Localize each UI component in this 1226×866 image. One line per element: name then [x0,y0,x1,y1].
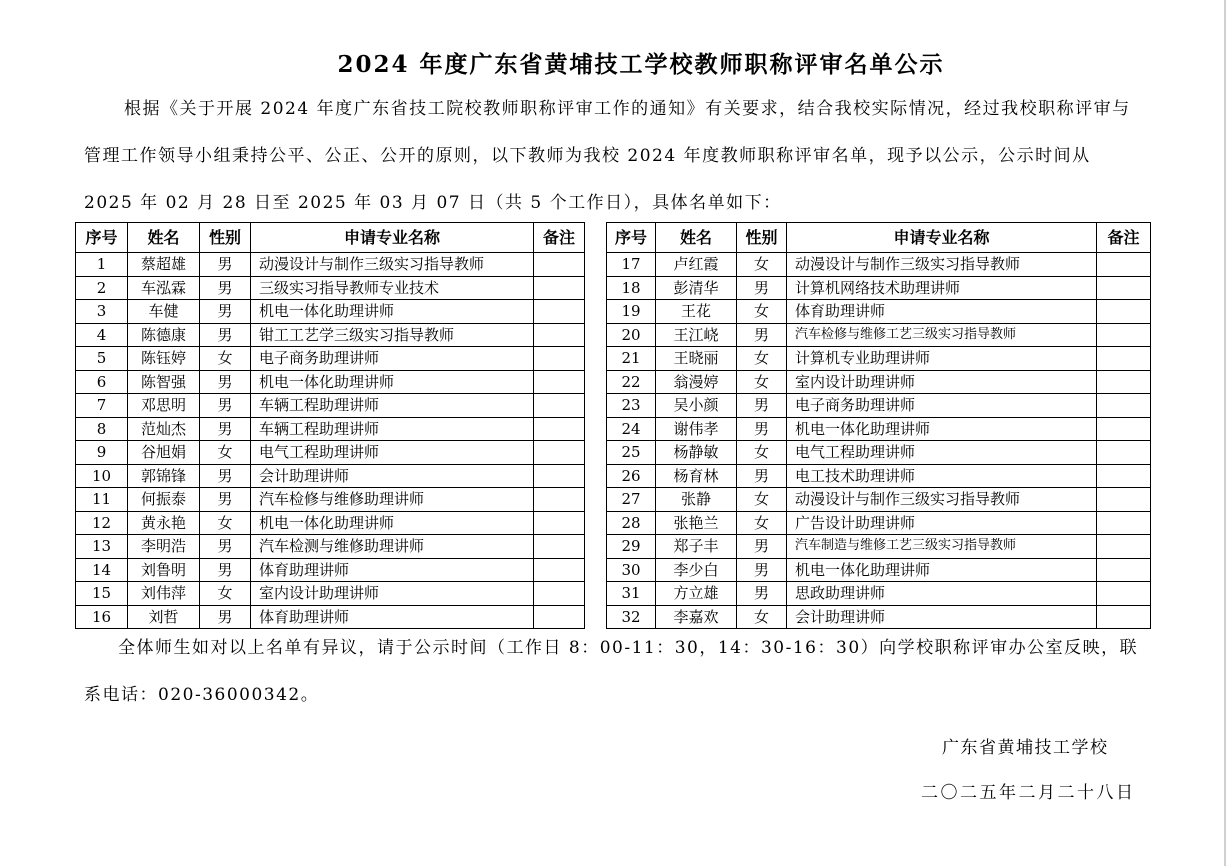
header-no: 序号 [76,223,128,253]
cell-name: 刘鲁明 [128,558,200,582]
table-row [607,511,1151,535]
cell-no: 9 [76,441,128,465]
cell-note [534,441,585,465]
cell-major: 电子商务助理讲师 [251,347,534,371]
cell-note [1097,253,1151,277]
cell-note [534,511,585,535]
table-row [607,558,1151,582]
cell-note [534,276,585,300]
cell-name: 邓思明 [128,394,200,418]
cell-no: 11 [76,488,128,512]
cell-major: 动漫设计与制作三级实习指导教师 [787,253,1097,277]
cell-major: 汽车检修与维修助理讲师 [251,488,534,512]
cell-note [1097,535,1151,559]
roster-table-right [606,222,1151,629]
table-row [607,370,1151,394]
cell-major: 电气工程助理讲师 [787,441,1097,465]
cell-note [1097,276,1151,300]
outro-paragraph: 全体师生如对以上名单有异议，请于公示时间（工作日 8：00-11：30，14：30-16：30）向学校职称评审办公室反映，联系电话：020-36000342。 [84,638,1139,705]
cell-gender: 男 [737,276,787,300]
cell-name: 张静 [656,488,737,512]
cell-note [1097,464,1151,488]
cell-no: 16 [76,605,128,629]
cell-gender: 女 [200,441,251,465]
header-name: 姓名 [656,223,737,253]
table-row [76,253,585,277]
cell-name: 翁漫婷 [656,370,737,394]
cell-note [1097,300,1151,324]
cell-no: 30 [607,558,656,582]
table-row [76,464,585,488]
header-major: 申请专业名称 [787,223,1097,253]
cell-name: 杨育林 [656,464,737,488]
cell-no: 23 [607,394,656,418]
header-name: 姓名 [128,223,200,253]
cell-no: 26 [607,464,656,488]
cell-gender: 男 [737,558,787,582]
cell-note [1097,441,1151,465]
cell-gender: 男 [737,417,787,441]
cell-name: 黄永艳 [128,511,200,535]
table-row [607,441,1151,465]
signature-date: 二〇二五年二月二十八日 [921,783,1136,803]
cell-name: 彭清华 [656,276,737,300]
cell-major: 机电一体化助理讲师 [251,370,534,394]
cell-no: 19 [607,300,656,324]
cell-no: 17 [607,253,656,277]
cell-no: 2 [76,276,128,300]
cell-gender: 女 [200,582,251,606]
roster-table-left [75,222,585,629]
cell-no: 4 [76,323,128,347]
cell-major: 电子商务助理讲师 [787,394,1097,418]
header-major: 申请专业名称 [251,223,534,253]
table-row [76,441,585,465]
cell-name: 王江峣 [656,323,737,347]
table-row [76,558,585,582]
cell-major: 机电一体化助理讲师 [787,558,1097,582]
cell-name: 刘伟萍 [128,582,200,606]
cell-major: 动漫设计与制作三级实习指导教师 [787,488,1097,512]
table-row [607,535,1151,559]
table-row [76,323,585,347]
table-row [76,511,585,535]
cell-note [534,488,585,512]
cell-major: 体育助理讲师 [251,558,534,582]
cell-gender: 男 [200,464,251,488]
cell-name: 李明浩 [128,535,200,559]
cell-name: 吴小颜 [656,394,737,418]
cell-no: 8 [76,417,128,441]
table-row [607,323,1151,347]
header-note: 备注 [1097,223,1151,253]
cell-gender: 女 [737,370,787,394]
cell-note [1097,394,1151,418]
cell-major: 体育助理讲师 [251,605,534,629]
cell-gender: 男 [200,488,251,512]
cell-major: 会计助理讲师 [787,605,1097,629]
cell-name: 李嘉欢 [656,605,737,629]
cell-note [534,300,585,324]
table-row [76,417,585,441]
cell-gender: 女 [200,511,251,535]
cell-note [1097,347,1151,371]
cell-name: 卢红霞 [656,253,737,277]
cell-gender: 男 [200,605,251,629]
cell-note [534,582,585,606]
cell-no: 32 [607,605,656,629]
cell-gender: 男 [200,417,251,441]
cell-gender: 男 [200,300,251,324]
cell-no: 18 [607,276,656,300]
cell-gender: 女 [737,441,787,465]
cell-gender: 男 [200,558,251,582]
cell-gender: 女 [737,605,787,629]
cell-note [1097,488,1151,512]
table-row [607,488,1151,512]
cell-major: 会计助理讲师 [251,464,534,488]
header-gender: 性别 [737,223,787,253]
cell-name: 谷旭娟 [128,441,200,465]
cell-name: 范灿杰 [128,417,200,441]
cell-name: 车健 [128,300,200,324]
cell-note [1097,417,1151,441]
cell-name: 陈德康 [128,323,200,347]
cell-major: 机电一体化助理讲师 [787,417,1097,441]
cell-major: 动漫设计与制作三级实习指导教师 [251,253,534,277]
cell-no: 13 [76,535,128,559]
table-header-row [76,223,585,253]
cell-note [534,370,585,394]
cell-no: 31 [607,582,656,606]
table-row [76,394,585,418]
table-row [607,300,1151,324]
cell-major: 室内设计助理讲师 [251,582,534,606]
cell-name: 王花 [656,300,737,324]
cell-note [1097,511,1151,535]
cell-gender: 男 [200,323,251,347]
cell-major: 汽车制造与维修工艺三级实习指导教师 [787,535,1097,559]
cell-name: 郭锦锋 [128,464,200,488]
cell-gender: 女 [737,300,787,324]
cell-no: 25 [607,441,656,465]
table-row [76,582,585,606]
table-row [76,347,585,371]
intro-paragraph: 根据《关于开展 2024 年度广东省技工院校教师职称评审工作的通知》有关要求，结合我校实际情况，经过我校职称评审与管理工作领导小组秉持公平、公正、公开的原则，以下教师为我校 2024 年度教师职称评审名单，现予以公示，公示时间从 2025 年 02 月 28 日至 2025 年 03 月 07 日（共 5 个工作日），具体名单如下： [84,99,1131,213]
cell-note [1097,582,1151,606]
cell-major: 体育助理讲师 [787,300,1097,324]
cell-no: 29 [607,535,656,559]
table-header-row [607,223,1151,253]
cell-gender: 女 [737,253,787,277]
cell-major: 广告设计助理讲师 [787,511,1097,535]
cell-gender: 男 [200,370,251,394]
cell-no: 14 [76,558,128,582]
cell-major: 电气工程助理讲师 [251,441,534,465]
cell-major: 计算机网络技术助理讲师 [787,276,1097,300]
cell-name: 蔡超雄 [128,253,200,277]
cell-gender: 男 [200,394,251,418]
cell-note [534,558,585,582]
cell-name: 李少白 [656,558,737,582]
cell-gender: 女 [737,511,787,535]
header-no: 序号 [607,223,656,253]
table-row [607,347,1151,371]
table-row [76,535,585,559]
cell-note [1097,323,1151,347]
cell-note [534,464,585,488]
cell-no: 7 [76,394,128,418]
cell-no: 21 [607,347,656,371]
cell-gender: 男 [737,582,787,606]
cell-gender: 男 [737,464,787,488]
cell-name: 车泓霖 [128,276,200,300]
cell-note [534,394,585,418]
cell-gender: 女 [737,488,787,512]
cell-note [534,417,585,441]
cell-gender: 男 [737,394,787,418]
cell-major: 机电一体化助理讲师 [251,300,534,324]
table-row [607,464,1151,488]
cell-major: 思政助理讲师 [787,582,1097,606]
table-row [76,370,585,394]
table-row [607,394,1151,418]
cell-major: 汽车检修与维修工艺三级实习指导教师 [787,323,1097,347]
cell-no: 28 [607,511,656,535]
cell-no: 22 [607,370,656,394]
cell-name: 方立雄 [656,582,737,606]
cell-note [534,347,585,371]
table-row [76,488,585,512]
table-row [607,276,1151,300]
cell-major: 计算机专业助理讲师 [787,347,1097,371]
header-note: 备注 [534,223,585,253]
cell-gender: 女 [200,347,251,371]
cell-name: 何振泰 [128,488,200,512]
cell-major: 汽车检测与维修助理讲师 [251,535,534,559]
cell-major: 车辆工程助理讲师 [251,417,534,441]
cell-no: 6 [76,370,128,394]
cell-major: 室内设计助理讲师 [787,370,1097,394]
header-gender: 性别 [200,223,251,253]
cell-no: 12 [76,511,128,535]
cell-gender: 男 [200,535,251,559]
table-row [607,582,1151,606]
cell-gender: 男 [737,323,787,347]
table-row [76,300,585,324]
cell-no: 27 [607,488,656,512]
cell-gender: 女 [737,347,787,371]
cell-no: 20 [607,323,656,347]
cell-no: 1 [76,253,128,277]
cell-name: 杨静敏 [656,441,737,465]
cell-major: 三级实习指导教师专业技术 [251,276,534,300]
cell-name: 陈智强 [128,370,200,394]
cell-name: 谢伟孝 [656,417,737,441]
cell-note [534,535,585,559]
cell-name: 张艳兰 [656,511,737,535]
cell-major: 机电一体化助理讲师 [251,511,534,535]
cell-no: 24 [607,417,656,441]
cell-no: 5 [76,347,128,371]
cell-major: 电工技术助理讲师 [787,464,1097,488]
cell-note [534,323,585,347]
cell-major: 钳工工艺学三级实习指导教师 [251,323,534,347]
table-row [607,253,1151,277]
cell-note [534,253,585,277]
table-row [607,417,1151,441]
cell-no: 15 [76,582,128,606]
cell-name: 刘哲 [128,605,200,629]
cell-name: 郑子丰 [656,535,737,559]
cell-note [1097,558,1151,582]
cell-name: 陈钰婷 [128,347,200,371]
cell-gender: 男 [200,276,251,300]
cell-note [1097,370,1151,394]
cell-no: 3 [76,300,128,324]
document-title: 2024 年度广东省黄埔技工学校教师职称评审名单公示 [337,51,945,78]
cell-major: 车辆工程助理讲师 [251,394,534,418]
signer-name: 广东省黄埔技工学校 [942,738,1109,758]
cell-no: 10 [76,464,128,488]
cell-gender: 男 [200,253,251,277]
table-row [76,276,585,300]
cell-gender: 男 [737,535,787,559]
cell-name: 王晓丽 [656,347,737,371]
